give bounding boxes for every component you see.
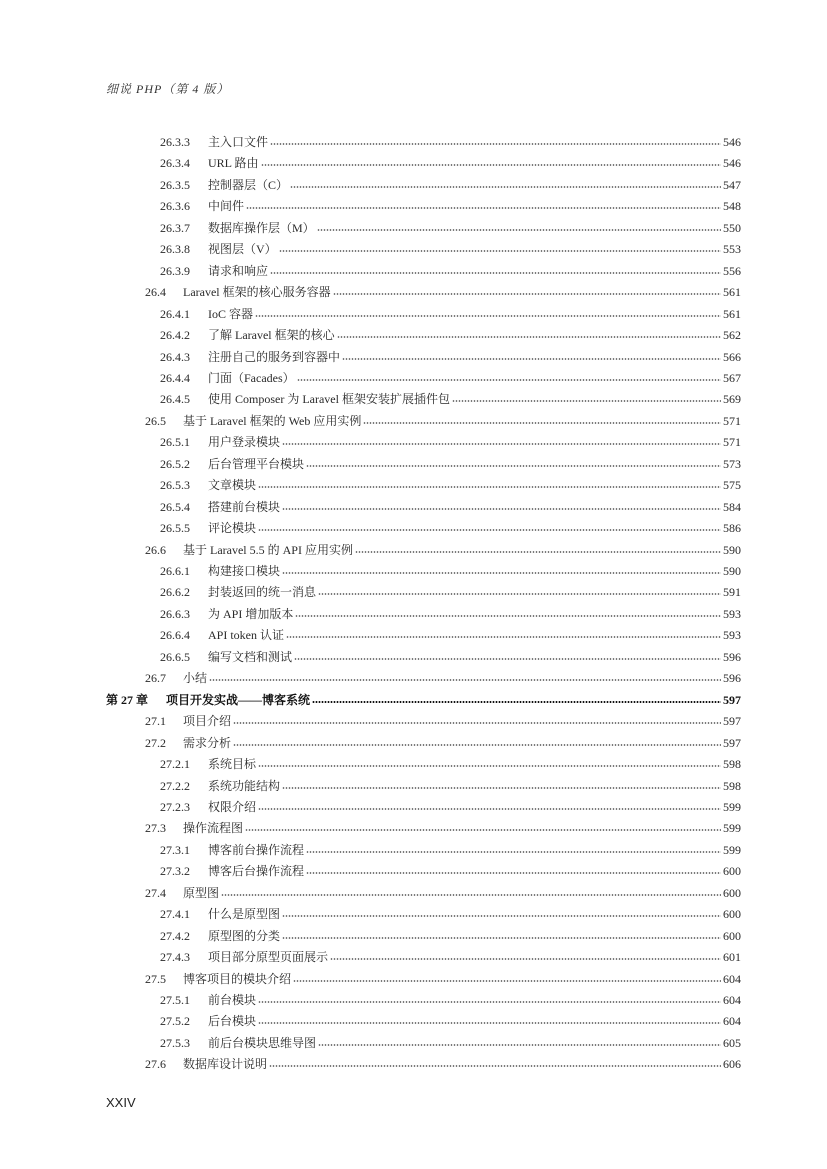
toc-entry[interactable] [145,710,741,728]
dot-leader [270,271,721,275]
toc-entry-number: 26.5.4 [160,499,190,514]
dot-leader [355,550,721,554]
dot-leader [282,507,721,511]
toc-entry[interactable] [160,303,741,321]
dot-leader [233,721,721,725]
toc-entry[interactable] [160,903,741,921]
toc-entry-page: 604 [723,1014,741,1029]
toc-entry-title: 系统目标 [208,757,257,772]
toc-entry-title: 中间件 [208,199,245,214]
dot-leader [306,464,721,468]
toc-entry[interactable] [160,324,741,342]
dot-leader [209,678,721,682]
toc-entry[interactable] [145,667,741,685]
toc-entry[interactable] [145,882,741,900]
toc-entry-page: 569 [723,392,741,407]
toc-entry-number: 26.6.5 [160,649,190,664]
toc-entry[interactable] [145,539,741,557]
toc-entry-page: 584 [723,499,741,514]
dot-leader [337,335,721,339]
toc-entry-number: 26.3.4 [160,156,190,171]
toc-entry[interactable] [160,217,741,235]
toc-entry-page: 590 [723,542,741,557]
dot-leader [245,828,721,832]
toc-entry-page: 571 [723,413,741,428]
toc-entry-number: 27.1 [145,714,166,729]
toc-entry[interactable] [160,989,741,1007]
toc-entry-number: 27.5.1 [160,993,190,1007]
dot-leader [306,871,721,875]
toc-entry-number: 26.4.2 [160,328,190,343]
toc-entry-number: 26.6 [145,542,166,557]
toc-entry-number: 27.2.3 [160,799,190,814]
toc-entry-page: 600 [723,885,741,900]
toc-entry-page: 605 [723,1035,741,1050]
toc-entry-title: 搭建前台模块 [208,499,281,514]
toc-entry-page: 599 [723,821,741,836]
toc-entry[interactable] [160,238,741,256]
dot-leader [255,314,721,318]
dot-leader [317,228,721,232]
toc-entry-page: 590 [723,564,741,578]
toc-entry-page: 586 [723,521,741,536]
toc-entry-number: 27.6 [145,1057,166,1072]
toc-entry-number: 26.4.5 [160,392,190,407]
toc-entry-title: 视图层（V） [208,242,277,257]
toc-entry-number: 27.2 [145,735,166,750]
dot-leader [258,764,721,768]
toc-entry[interactable] [145,968,741,986]
dot-leader [258,807,721,811]
dot-leader [342,357,721,361]
toc-entry-page: 546 [723,156,741,171]
toc-entry-title: 控制器层（C） [208,177,289,192]
toc-entry-page: 600 [723,928,741,943]
toc-entry-page: 606 [723,1057,741,1072]
toc-entry[interactable] [145,732,741,750]
toc-entry-number: 27.3.2 [160,864,190,879]
toc-entry[interactable] [160,946,741,964]
toc-entry-page: 566 [723,349,741,364]
dot-leader [452,399,721,403]
dot-leader [269,1064,721,1068]
toc-entry-number: 26.6.1 [160,564,190,578]
toc-entry-page: 597 [723,735,741,750]
toc-entry-number: 26.7 [145,671,166,686]
toc-entry-title: 原型图 [183,885,220,900]
toc-entry[interactable] [160,388,741,406]
dot-leader [258,1000,721,1004]
toc-entry-number: 26.3.8 [160,242,190,257]
toc-entry-title: 门面（Facades） [208,370,295,385]
toc-entry-number: 26.3.7 [160,220,190,235]
toc-entry-number: 27.3.1 [160,842,190,857]
toc-entry[interactable] [160,860,741,878]
toc-entry[interactable] [145,1053,741,1071]
toc-entry-page: 601 [723,950,741,965]
toc-entry-title: 后台模块 [208,1014,257,1029]
toc-entry[interactable] [160,753,741,771]
toc-entry-title: 使用 Composer 为 Laravel 框架安装扩展插件包 [208,392,450,407]
dot-leader [282,571,721,575]
toc-entry-page: 561 [723,306,741,321]
toc-entry-title: 操作流程图 [183,821,244,836]
toc-entry-number: 27.4.2 [160,928,190,943]
toc-entry[interactable] [145,817,741,835]
toc-entry[interactable] [160,1032,741,1050]
toc-entry-page: 591 [723,585,741,600]
toc-entry[interactable] [160,453,741,471]
toc-entry-number: 第 27 章 [106,692,149,707]
toc-entry-number: 26.3.3 [160,135,190,149]
toc-entry-title: 注册自己的服务到容器中 [208,349,341,364]
toc-entry-title: 什么是原型图 [208,907,281,922]
toc-entry-title: 请求和响应 [208,263,269,278]
toc-entry[interactable] [160,346,741,364]
dot-leader [318,1043,721,1047]
toc-entry-title: 后台管理平台模块 [208,456,305,471]
toc-entry-title: 项目介绍 [183,714,232,729]
dot-leader [333,292,721,296]
toc-entry-page: 597 [723,714,741,729]
toc-entry-number: 26.5.5 [160,521,190,536]
toc-entry-page: 599 [723,799,741,814]
toc-entry-title: URL 路由 [208,156,259,171]
toc-entry-page: 599 [723,842,741,857]
toc-entry-title: API token 认证 [208,628,284,643]
toc-entry-page: 598 [723,757,741,772]
dot-leader [282,936,721,940]
toc-entry-number: 26.4.4 [160,370,190,385]
toc-entry-title: 基于 Laravel 框架的 Web 应用实例 [183,413,362,428]
dot-leader [282,914,721,918]
running-header: 细说 PHP（第 4 版） [106,82,230,96]
dot-leader [246,206,721,210]
toc-entry-page: 561 [723,285,741,300]
toc-entry[interactable] [160,152,741,170]
dot-leader [312,700,721,704]
toc-entry-number: 26.5 [145,413,166,428]
toc-entry-page: 596 [723,649,741,664]
toc-entry-title: 小结 [183,671,208,686]
toc-entry-number: 27.5.3 [160,1035,190,1050]
toc-entry-page: 550 [723,220,741,235]
toc-entry-page: 546 [723,135,741,149]
toc-entry-page: 604 [723,971,741,986]
dot-leader [286,635,721,639]
dot-leader [293,979,721,983]
toc-entry-title: 数据库设计说明 [183,1057,268,1072]
toc-entry-title: 文章模块 [208,478,257,493]
toc-entry-title: 数据库操作层（M） [208,220,315,235]
dot-leader [258,528,721,532]
toc-entry-page: 575 [723,478,741,493]
toc-entry[interactable] [160,603,741,621]
dot-leader [297,378,721,382]
toc-entry-title: 用户登录模块 [208,435,281,450]
dot-leader [306,850,721,854]
toc-entry-number: 26.4.1 [160,306,190,321]
toc-entry-title: 构建接口模块 [208,564,281,578]
toc-entry-number: 26.5.2 [160,456,190,471]
dot-leader [258,1021,721,1025]
page-number: XXIV [106,1095,136,1110]
toc-entry[interactable] [160,581,741,599]
toc-entry[interactable] [160,174,741,192]
dot-leader [290,185,721,189]
toc-entry-number: 27.4.1 [160,907,190,922]
toc-entry-title: 编写文档和测试 [208,649,293,664]
toc-entry-title: 前台模块 [208,993,257,1007]
toc-entry-title: 项目部分原型页面展示 [208,950,329,965]
toc-entry-page: 571 [723,435,741,450]
toc-entry[interactable] [160,796,741,814]
toc-entry-page: 604 [723,993,741,1007]
toc-entry-title: IoC 容器 [208,306,254,321]
toc-entry[interactable] [145,281,741,299]
dot-leader [279,249,721,253]
toc-entry-number: 27.2.2 [160,778,190,793]
toc-entry-page: 553 [723,242,741,257]
toc-entry-number: 27.4.3 [160,950,190,965]
toc-entry-page: 547 [723,177,741,192]
toc-entry-title: Laravel 框架的核心服务容器 [183,285,331,300]
toc-entry[interactable] [160,624,741,642]
toc-entry-number: 26.6.2 [160,585,190,600]
toc-entry[interactable] [160,1010,741,1028]
toc-entry[interactable] [160,431,741,449]
toc-entry-number: 26.6.4 [160,628,190,643]
toc-entry-number: 27.5 [145,971,166,986]
dot-leader [294,657,721,661]
toc-entry[interactable] [160,195,741,213]
dot-leader [318,592,721,596]
toc-entry-page: 593 [723,628,741,643]
toc-entry-page: 573 [723,456,741,471]
toc-entry-number: 26.3.6 [160,199,190,214]
toc-entry[interactable] [160,474,741,492]
toc-entry-title: 系统功能结构 [208,778,281,793]
toc-entry[interactable] [160,496,741,514]
toc-entry-page: 567 [723,370,741,385]
toc-entry-title: 博客后台操作流程 [208,864,305,879]
toc-entry[interactable] [160,925,741,943]
toc-entry-title: 前后台模块思维导图 [208,1035,317,1050]
toc-entry[interactable] [160,560,741,578]
toc-entry-number: 26.4.3 [160,349,190,364]
toc-entry-title: 为 API 增加版本 [208,606,294,621]
toc-entry-title: 主入口文件 [208,135,269,149]
toc-entry-number: 27.2.1 [160,757,190,772]
toc-entry-page: 556 [723,263,741,278]
toc-entry-page: 597 [723,692,741,707]
toc-entry[interactable] [145,410,741,428]
dot-leader [295,614,721,618]
dot-leader [363,421,721,425]
toc-entry-page: 548 [723,199,741,214]
toc-entry-number: 26.3.5 [160,177,190,192]
dot-leader [233,743,721,747]
dot-leader [282,786,721,790]
toc-entry-title: 项目开发实战——博客系统 [166,692,311,707]
toc-entry-title: 博客项目的模块介绍 [183,971,292,986]
toc-entry[interactable] [160,775,741,793]
toc-entry-title: 需求分析 [183,735,232,750]
dot-leader [270,142,721,146]
toc-entry-number: 27.4 [145,885,166,900]
toc-entry-title: 原型图的分类 [208,928,281,943]
toc-entry[interactable] [160,839,741,857]
toc-entry-title: 封装返回的统一消息 [208,585,317,600]
dot-leader [330,957,721,961]
dot-leader [282,442,721,446]
toc-entry-title: 博客前台操作流程 [208,842,305,857]
toc-entry[interactable] [160,646,741,664]
toc-entry-title: 评论模块 [208,521,257,536]
toc-entry[interactable] [160,367,741,385]
toc-entry-number: 26.4 [145,285,166,300]
toc-entry-number: 27.5.2 [160,1014,190,1029]
toc-entry-title: 了解 Laravel 框架的核心 [208,328,335,343]
toc-entry-number: 26.5.3 [160,478,190,493]
toc-entry-page: 600 [723,864,741,879]
dot-leader [261,163,721,167]
toc-entry-page: 600 [723,907,741,922]
toc-entry[interactable] [160,131,741,149]
toc-entry-number: 26.3.9 [160,263,190,278]
toc-chapter-entry[interactable] [106,689,741,707]
toc-entry-number: 26.6.3 [160,606,190,621]
toc-entry-page: 562 [723,328,741,343]
toc-entry[interactable] [160,260,741,278]
toc-entry-page: 593 [723,606,741,621]
toc-entry-page: 598 [723,778,741,793]
toc-entry-number: 26.5.1 [160,435,190,450]
toc-entry-title: 权限介绍 [208,799,257,814]
dot-leader [221,893,721,897]
dot-leader [258,485,721,489]
toc-entry-page: 596 [723,671,741,686]
toc-entry-title: 基于 Laravel 5.5 的 API 应用实例 [183,542,353,557]
toc-entry[interactable] [160,517,741,535]
toc-entry-number: 27.3 [145,821,166,836]
